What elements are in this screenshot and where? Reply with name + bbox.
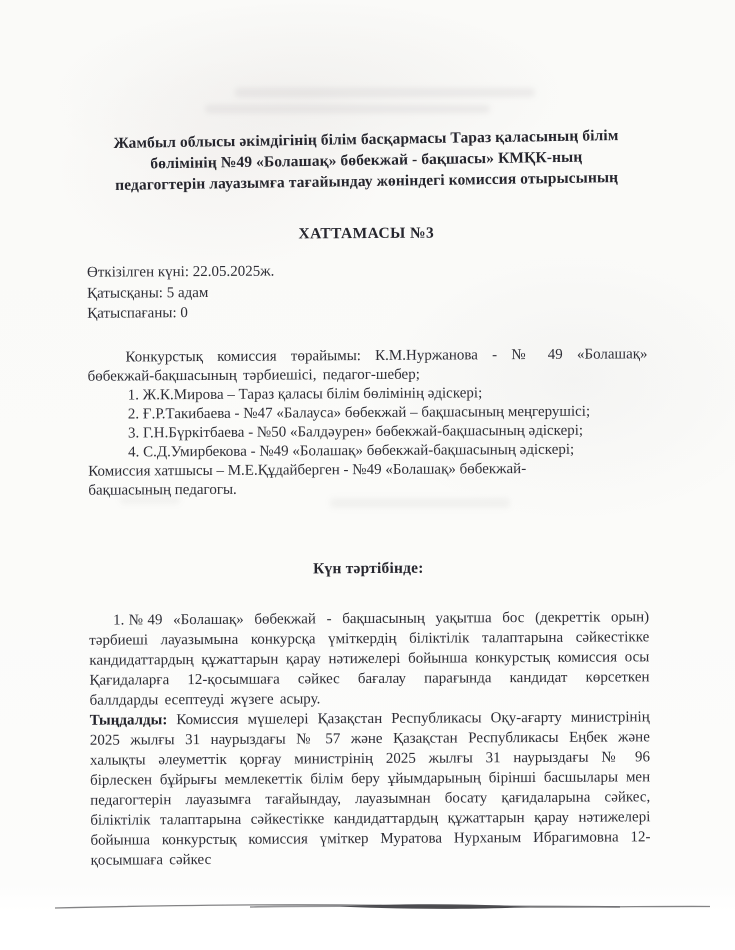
agenda-heading: Күн тәртібінде:	[313, 559, 424, 577]
scan-background-below-page	[0, 910, 735, 950]
commission-member-line: 1. Ж.К.Мирова – Тараз қаласы білім бөлімінің әдіскері;	[127, 384, 483, 403]
meta-attended-line: Қатысқаны: 5 адам	[87, 284, 209, 302]
meta-absent-line: Қатыспағаны: 0	[87, 305, 188, 322]
meta-block	[87, 259, 646, 324]
commission-member-line: 4. С.Д.Умирбекова - №49 «Болашақ» бөбекжай-бақшасының әдіскері;	[128, 441, 575, 460]
header-line: бөлімінің №49 «Болашақ» бөбекжай - бақшасы» КМҚК-ның	[149, 148, 582, 173]
commission-member-line: 2. Ғ.Р.Такибаева - №47 «Балауса» бөбекжай – бақшасының меңгерушісі;	[127, 403, 591, 422]
heard-label: Тыңдалды:	[89, 711, 168, 729]
header-line: Жамбыл облысы әкімдігінің білім басқармасы Тараз қаласының білім	[112, 127, 619, 152]
agenda-item-paragraph: 1.№49 «Болашақ» бөбекжай - бақшасының уақытша бос (декреттік орын) тәрбиеші лауазымына конкурсқа үміткердің біліктілік талаптарына сәйкестікке кандидаттардың құжаттарын қарау нәтижелері бойынша конкурстық комиссия осы Қағидаларға 12-қосымшаға сәйкес бағалау парағында кандидат көрсеткен баллдарды есептеуді жүзеге асыру.	[89, 608, 650, 709]
heard-text: Комиссия мүшелері Қазақстан Республикасы Оқу-ағарту министрінің 2025 жылғы 31 наурыздағы № 57 және Қазақстан Республикасы Еңбек және халықты әлеуметтік қорғау министрінің 2025 жылғы 31 наурыздағы № 96 бірлескен бұйрығы мемлекеттік білім беру ұйымдарының бірінші басшылары мен педагогтерін лауазымға тағайындау, лауазымнан босату қағидаларына сәйкес, біліктілік талаптарына сәйкестікке кандидаттардың құжаттарын қарау нәтижелері бойынша конкурстық комиссия үміткер Муратова Нурханым Ибрагимовна 12-қосымшаға сәйкес	[89, 708, 651, 869]
document-header	[75, 124, 656, 196]
meta-date-line: Өткізілген күні: 22.05.2025ж.	[86, 263, 275, 281]
protocol-title: ХАТТАМАСЫ №3	[298, 224, 435, 243]
commission-chair-line: Конкурстық комиссия төрайымы: К.М.Нуржанова - № 49 «Болашақ» бөбекжай-бақшасының тәрбиешісі, педагог-шебер;	[87, 345, 648, 385]
commission-secretary-line: Комиссия хатшысы – М.Е.Құдайберген - №49 «Болашақ» бөбекжай-бақшасының педагогы.	[88, 460, 527, 499]
commission-member-line: 3. Г.Н.Бүркітбаева - №50 «Балдәурен» бөбекжай-бақшасының әдіскері;	[127, 422, 584, 441]
document-body	[89, 607, 651, 870]
heard-paragraph	[90, 707, 651, 870]
header-line: педагогтерін лауазымға тағайындау жөніндегі комиссия отырысының	[114, 169, 618, 194]
commission-block	[87, 345, 648, 500]
